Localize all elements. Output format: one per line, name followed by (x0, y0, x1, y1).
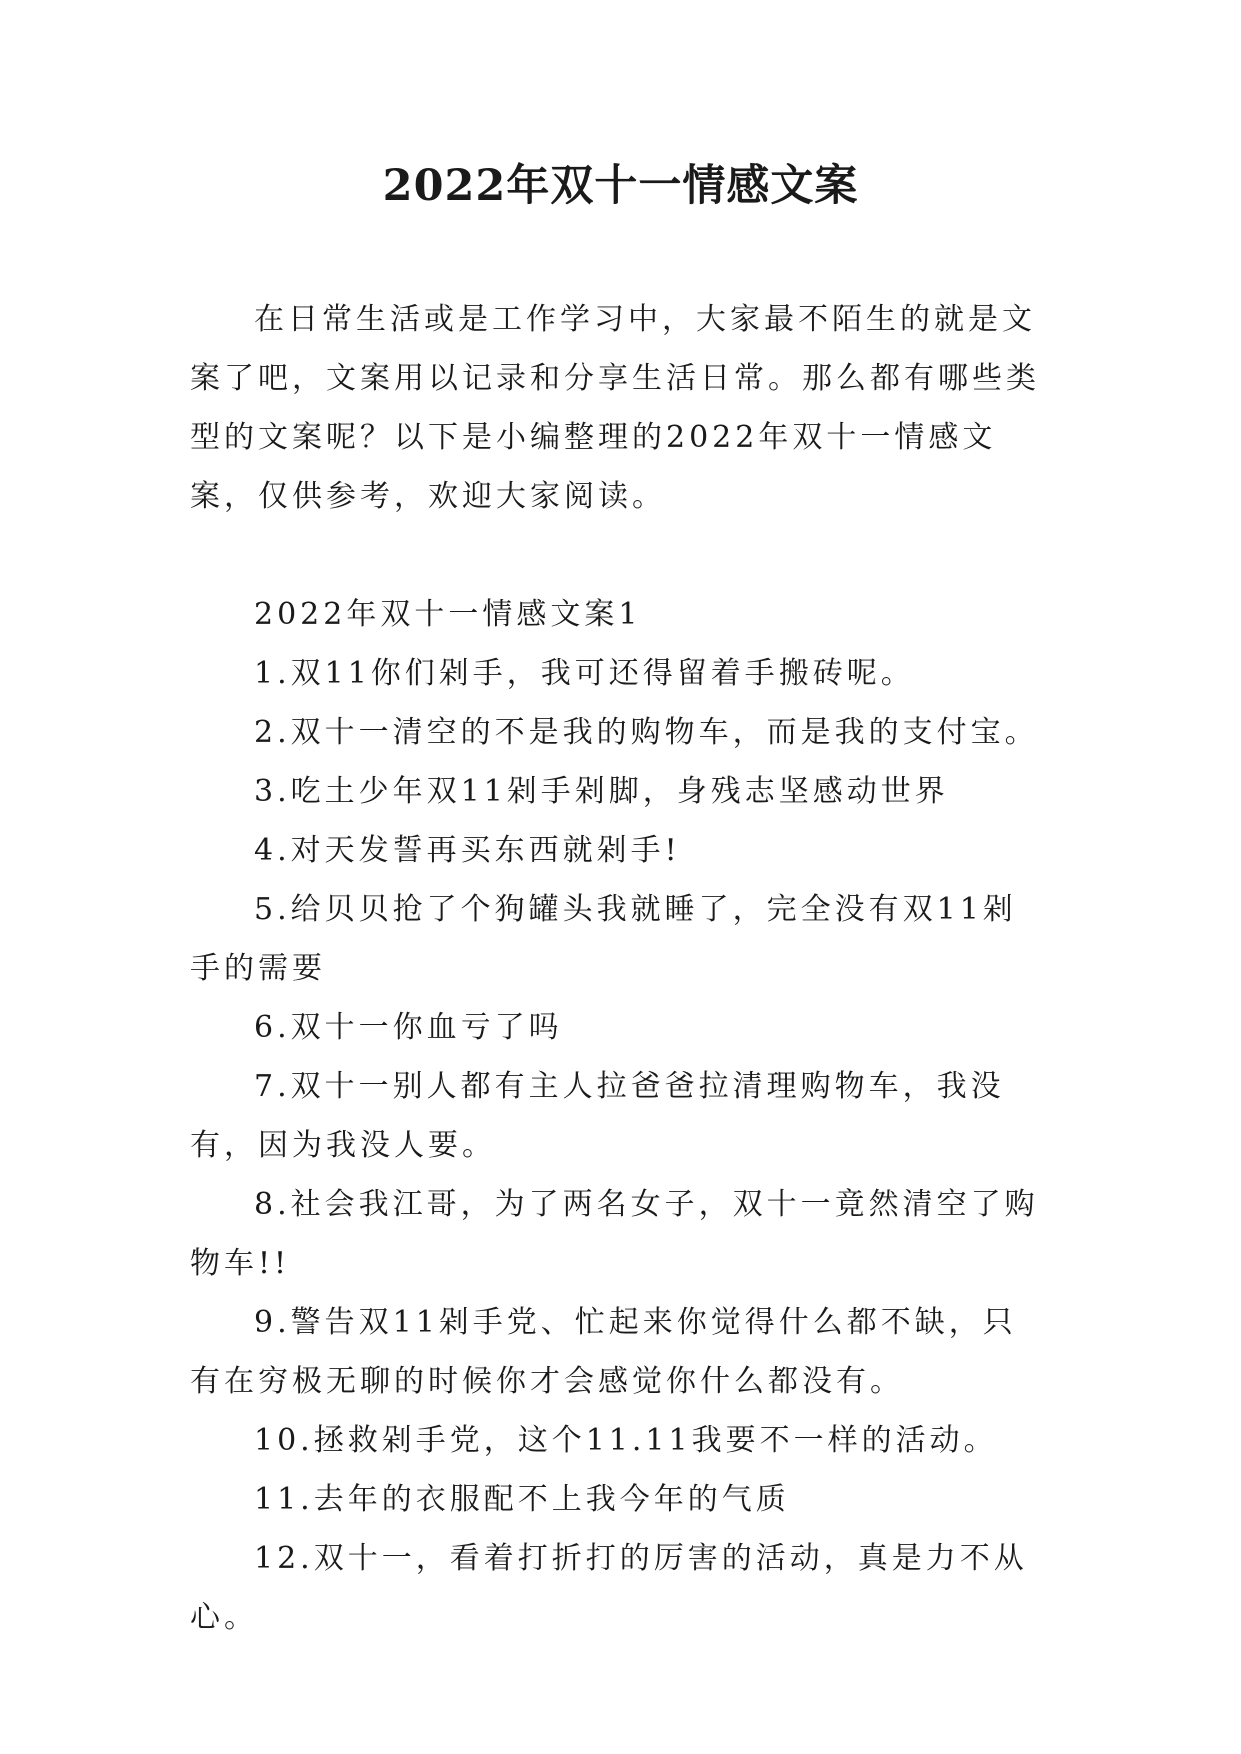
list-item: 7.双十一别人都有主人拉爸爸拉清理购物车，我没有，因为我没人要。 (190, 1069, 1005, 1163)
list-item: 10.拯救剁手党，这个11.11我要不一样的活动。 (254, 1423, 998, 1458)
paragraph-spacer (190, 526, 1050, 585)
list-item: 6.双十一你血亏了吗 (254, 1010, 563, 1045)
document-title: 2022年双十一情感文案 (382, 161, 859, 211)
list-item: 3.吃土少年双11剁手剁脚，身残志坚感动世界 (254, 774, 949, 809)
list-item: 12.双十一，看着打折打的厉害的活动，真是力不从心。 (190, 1541, 1028, 1635)
list-item: 9.警告双11剁手党、忙起来你觉得什么都不缺，只有在穷极无聊的时候你才会感觉你什么都没有。 (190, 1305, 1017, 1399)
list-item: 5.给贝贝抢了个狗罐头我就睡了，完全没有双11剁手的需要 (190, 892, 1017, 986)
document-body (190, 290, 1050, 1647)
list-item: 11.去年的衣服配不上我今年的气质 (254, 1482, 790, 1517)
list-item: 2.双十一清空的不是我的购物车，而是我的支付宝。 (254, 715, 1039, 750)
list-item: 8.社会我江哥，为了两名女子，双十一竟然清空了购物车!! (190, 1187, 1039, 1281)
intro-paragraph: 在日常生活或是工作学习中，大家最不陌生的就是文案了吧，文案用以记录和分享生活日常。那么都有哪些类型的文案呢？以下是小编整理的2022年双十一情感文案，仅供参考，欢迎大家阅读。 (190, 302, 1040, 514)
list-item: 4.对天发誓再买东西就剁手! (254, 833, 681, 868)
section-heading: 2022年双十一情感文案1 (254, 597, 642, 632)
list-item: 1.双11你们剁手，我可还得留着手搬砖呢。 (254, 656, 915, 691)
